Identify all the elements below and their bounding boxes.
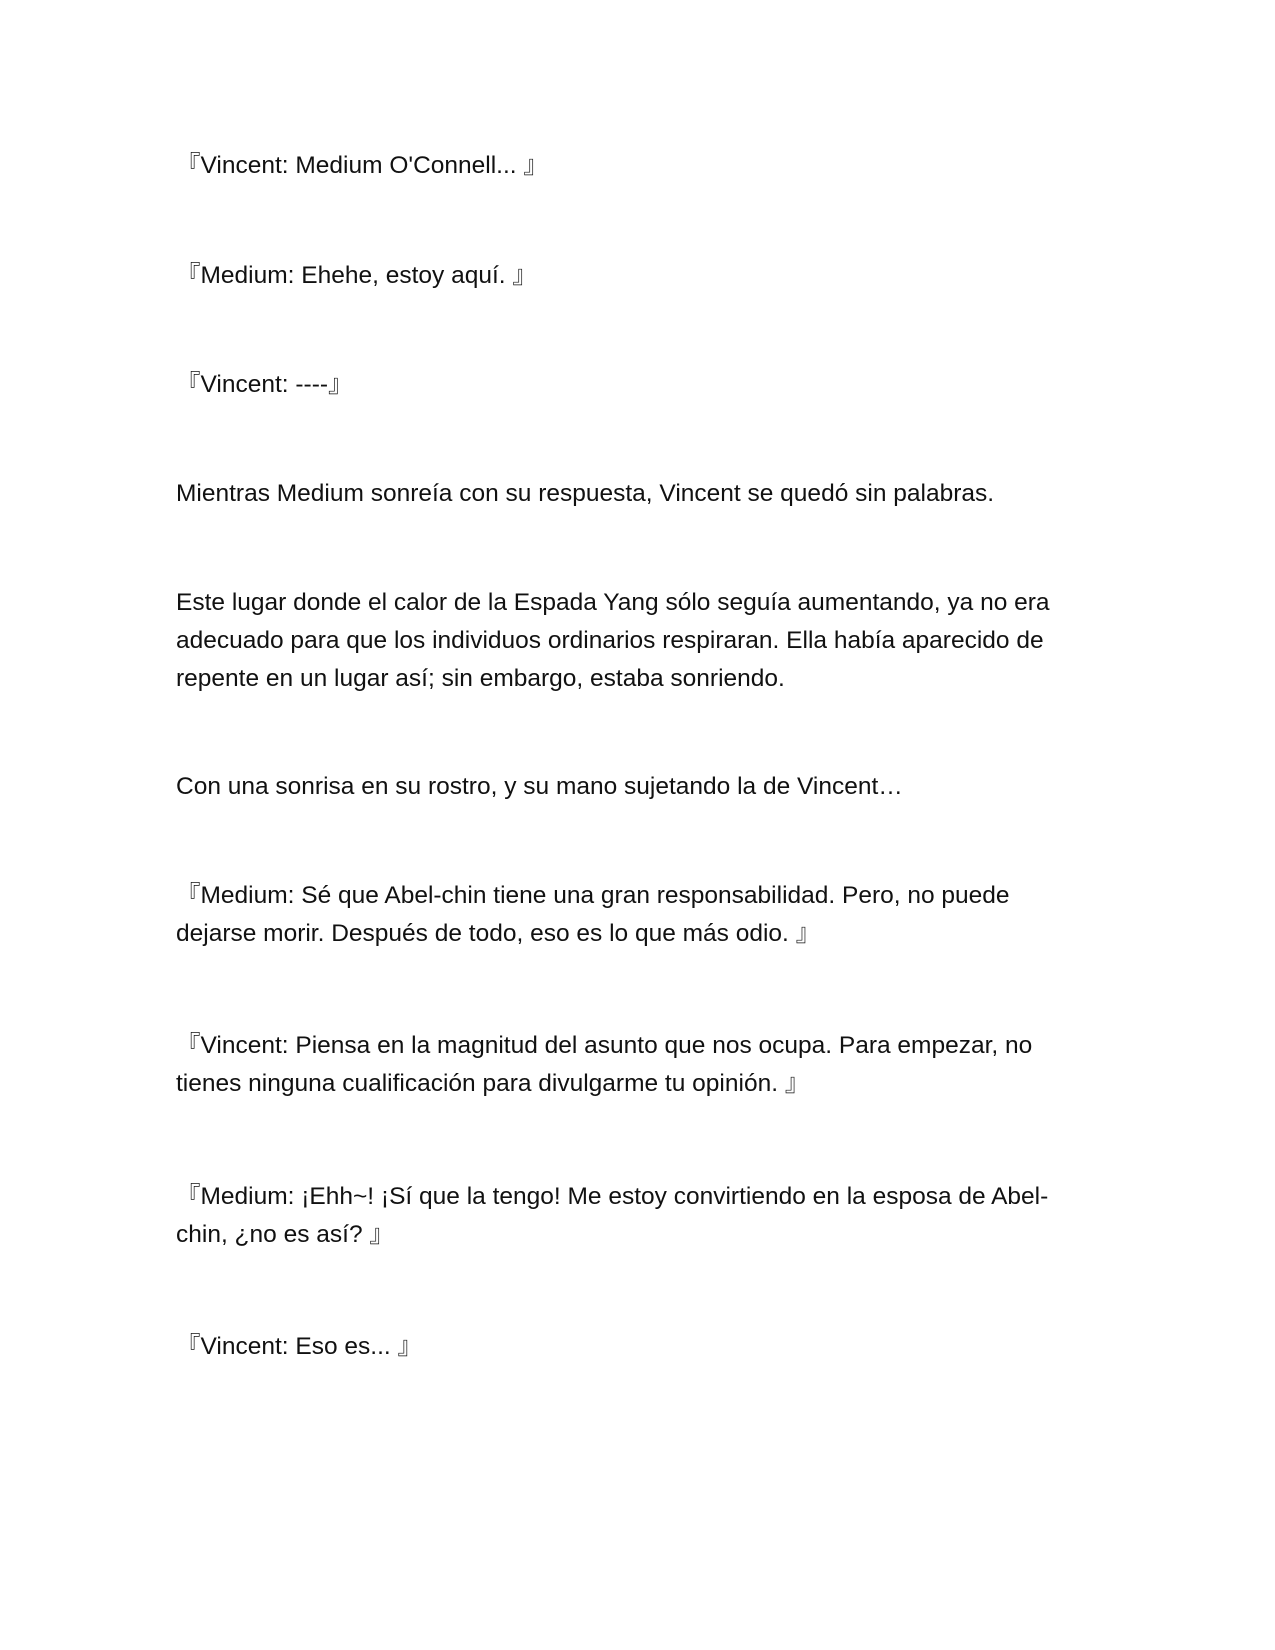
dialogue-line-vincent-3: 『Vincent: Piensa en la magnitud del asunto que nos ocupa. Para empezar, no tienes ninguna cualificación para divulgarme tu opinión. 』 bbox=[176, 1032, 1033, 1097]
narration-paragraph-3: Con una sonrisa en su rostro, y su mano sujetando la de Vincent… bbox=[176, 773, 903, 800]
narration-paragraph-2: Este lugar donde el calor de la Espada Yang sólo seguía aumentando, ya no era adecuado para que los individuos ordinarios respiraran. Ella había aparecido de repente en un lugar así; sin embargo, estaba sonriendo. bbox=[176, 589, 1050, 692]
dialogue-line-medium-2: 『Medium: Sé que Abel-chin tiene una gran responsabilidad. Pero, no puede dejarse morir. Después de todo, eso es lo que más odio. 』 bbox=[176, 882, 1010, 947]
dialogue-line-vincent-1: 『Vincent: Medium O'Connell... 』 bbox=[176, 152, 548, 179]
dialogue-line-medium-1: 『Medium: Ehehe, estoy aquí. 』 bbox=[176, 262, 537, 289]
narration-paragraph-1: Mientras Medium sonreía con su respuesta, Vincent se quedó sin palabras. bbox=[176, 480, 995, 507]
dialogue-line-medium-3: 『Medium: ¡Ehh~! ¡Sí que la tengo! Me estoy convirtiendo en la esposa de Abel-chin, ¿no es así? 』 bbox=[176, 1183, 1049, 1248]
dialogue-line-vincent-4: 『Vincent: Eso es... 』 bbox=[176, 1333, 423, 1360]
dialogue-line-vincent-2: 『Vincent: ----』 bbox=[176, 371, 353, 398]
